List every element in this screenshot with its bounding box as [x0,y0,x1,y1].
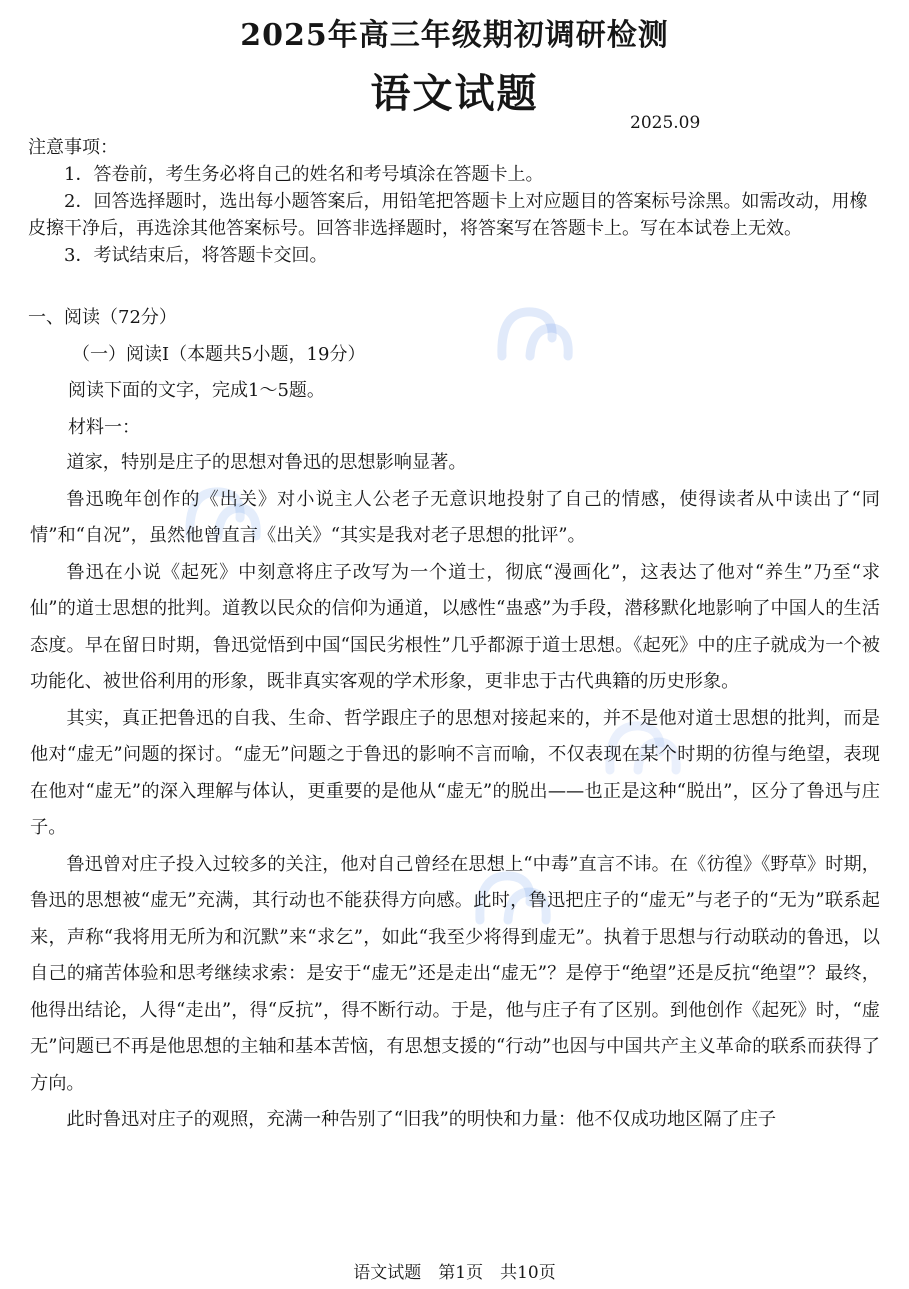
section-heading: 一、阅读（72分） [28,307,177,328]
subject-title: 语文试题 [370,70,539,117]
passage-paragraph: 鲁迅在小说《起死》中刻意将庄子改写为一个道士，彻底“漫画化”，这表达了他对“养生”乃至“求仙”的道士思想的批判。道教以民众的信仰为通道，以感性“蛊惑”为手段，潜移默化地影响了中国人的生活态度。早在留日时期，鲁迅觉悟到中国“国民劣根性”几乎都源于道士思想。《起死》中的庄子就成为一个被功能化、被世俗利用的形象，既非真实客观的学术形象，更非忠于古代典籍的历史形象。 [30,561,880,692]
notice-list [28,161,884,269]
passage-paragraph: 鲁迅曾对庄子投入过较多的关注，他对自己曾经在思想上“中毒”直言不讳。在《彷徨》《野草》时期，鲁迅的思想被“虚无”充满，其行动也不能获得方向感。此时，鲁迅把庄子的“虚无”与老子的“无为”联系起来，声称“我将用无所为和沉默”来“求乞”，如此“我至少将得到虚无”。执着于思想与行动联动的鲁迅，以自己的痛苦体验和思考继续求索：是安于“虚无”还是走出“虚无”？是停于“绝望”还是反抗“绝望”？最终，他得出结论，人得“走出”，得“反抗”，得不断行动。于是，他与庄子有了区别。到他创作《起死》时，“虚无”问题已不再是他思想的主轴和基本苦恼，有思想支援的“行动”也因与中国共产主义革命的联系而获得了方向。 [30,853,880,1094]
notice-item: 1．答卷前，考生务必将自己的姓名和考号填涂在答题卡上。 [64,164,544,185]
exam-title: 2025年高三年级期初调研检测 [240,18,669,53]
reading-instruction: 阅读下面的文字，完成1～5题。 [68,380,325,401]
passage-paragraph: 此时鲁迅对庄子的观照，充满一种告别了“旧我”的明快和力量：他不仅成功地区隔了庄子 [66,1109,777,1130]
passage-paragraph: 道家，特别是庄子的思想对鲁迅的思想影响显著。 [66,452,467,473]
part-heading: （一）阅读Ⅰ（本题共5小题，19分） [72,344,366,365]
notice-item: 2．回答选择题时，选出每小题答案后，用铅笔把答题卡上对应题目的答案标号涂黑。如需改动，用橡皮擦干净后，再选涂其他答案标号。回答非选择题时，将答案写在答题卡上。写在本试卷上无效。 [28,191,868,239]
watermark-logo-icon [492,298,578,368]
notice-item: 3．考试结束后，将答题卡交回。 [64,245,328,266]
reading-passage [30,445,880,1139]
notice-heading: 注意事项： [28,137,118,158]
passage-paragraph: 鲁迅晚年创作的《出关》对小说主人公老子无意识地投射了自己的情感，使得读者从中读出了“同情”和“自况”，虽然他曾直言《出关》“其实是我对老子思想的批评”。 [30,488,880,546]
page-footer: 语文试题 第1页 共10页 [353,1263,556,1283]
exam-date: 2025.09 [630,113,701,133]
passage-paragraph: 其实，真正把鲁迅的自我、生命、哲学跟庄子的思想对接起来的，并不是他对道士思想的批判，而是他对“虚无”问题的探讨。“虚无”问题之于鲁迅的影响不言而喻，不仅表现在某个时期的彷徨与绝望，表现在他对“虚无”的深入理解与体认，更重要的是他从“虚无”的脱出——也正是这种“脱出”，区分了鲁迅与庄子。 [30,707,880,838]
material-label: 材料一： [68,417,140,438]
